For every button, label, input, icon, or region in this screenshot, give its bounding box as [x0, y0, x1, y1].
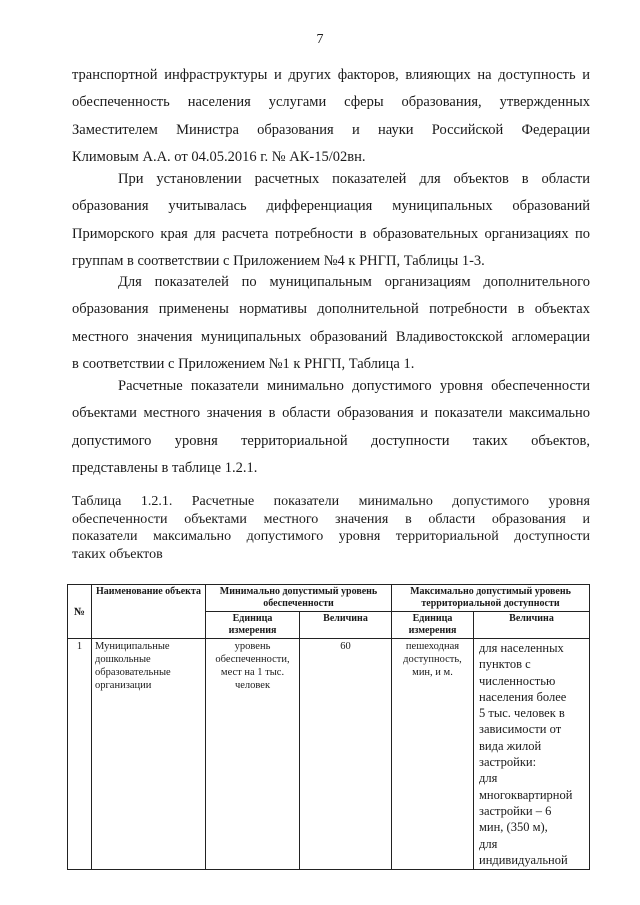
paragraph-line: Для показателей по муниципальным организациям дополнительного: [118, 274, 590, 290]
max-value-line: индивидуальной: [479, 852, 568, 867]
max-value-line: застройки – 6: [479, 803, 552, 818]
paragraph-line: образования применены нормативы дополнительной потребности в объектах: [72, 301, 590, 318]
max-value-line: многоквартирной: [479, 787, 573, 802]
caption-line: обеспеченности объектами местного значения в области образования и: [72, 511, 590, 527]
table-row: [68, 639, 590, 870]
paragraph-line: в соответствии с Приложением №1 к РНГП, Таблица 1.: [72, 355, 415, 372]
caption-line: Таблица 1.2.1. Расчетные показатели минимально допустимого уровня: [72, 494, 590, 509]
caption-line: таких объектов: [72, 546, 163, 562]
row-object-name: Муниципальные дошкольные образовательные организации: [92, 639, 206, 870]
row-min-unit: уровень обеспеченности, мест на 1 тыс. человек: [206, 639, 300, 870]
max-value-line: застройки:: [479, 755, 537, 770]
max-value-line: для: [479, 836, 498, 851]
row-number: 1: [68, 639, 92, 870]
header-min-value: Величина: [300, 612, 392, 639]
max-value-line: мин, (350 м),: [479, 820, 548, 835]
paragraph-line: Приморского края для расчета потребности в образовательных организациях по: [72, 225, 590, 242]
header-max-value: Величина: [474, 612, 590, 639]
paragraph-3: [72, 269, 590, 378]
paragraph-line: группам в соответствии с Приложением №4 к РНГП, Таблицы 1-3.: [72, 252, 485, 269]
header-max-level: Максимально допустимый уровень территориальной доступности: [392, 585, 590, 612]
header-number: №: [68, 585, 92, 639]
paragraph-line: местного значения муниципальных образований Владивостокской агломерации: [72, 328, 590, 345]
max-value-line: численностью: [479, 673, 556, 688]
page-number: 7: [316, 32, 324, 47]
row-max-value: [474, 639, 590, 870]
paragraph-line: При установлении расчетных показателей для объектов в области: [118, 171, 590, 187]
paragraph-2: [72, 166, 590, 275]
header-min-unit: Единица измерения: [206, 612, 300, 639]
paragraph-line: объектами местного значения в области образования и показатели максимально: [72, 405, 590, 422]
paragraph-1: [72, 62, 590, 171]
header-min-level: Минимально допустимый уровень обеспеченности: [206, 585, 392, 612]
caption-line: показатели максимально допустимого уровня территориальной доступности: [72, 529, 590, 545]
max-value-line: 5 тыс. человек в: [479, 706, 565, 721]
max-value-line: населения более: [479, 689, 567, 704]
header-object-name: Наименование объекта: [92, 585, 206, 639]
max-value-line: зависимости от: [479, 722, 562, 737]
paragraph-line: Климовым А.А. от 04.05.2016 г. № АК-15/02вн.: [72, 148, 366, 165]
paragraph-line: Расчетные показатели минимально допустимого уровня обеспеченности: [118, 378, 590, 394]
table-caption: [72, 493, 590, 563]
paragraph-line: Заместителем Министра образования и науки Российской Федерации: [72, 121, 590, 138]
max-value-line: для: [479, 771, 498, 786]
row-max-unit: пешеходная доступность, мин, и м.: [392, 639, 474, 870]
max-value-line: вида жилой: [479, 738, 542, 753]
paragraph-line: обеспеченность населения услугами сферы образования, утвержденных: [72, 94, 590, 111]
paragraph-line: представлены в таблице 1.2.1.: [72, 459, 258, 476]
header-max-unit: Единица измерения: [392, 612, 474, 639]
paragraph-line: образования учитывалась дифференциация муниципальных образований: [72, 198, 590, 215]
max-value-line: пунктов с: [479, 657, 531, 672]
row-min-value: 60: [300, 639, 392, 870]
paragraph-4: [72, 373, 590, 482]
indicators-table: [67, 584, 590, 870]
max-value-line: для населенных: [479, 641, 564, 655]
paragraph-line: допустимого уровня территориальной доступности таких объектов,: [72, 432, 590, 449]
paragraph-line: транспортной инфраструктуры и других факторов, влияющих на доступность и: [72, 67, 590, 83]
